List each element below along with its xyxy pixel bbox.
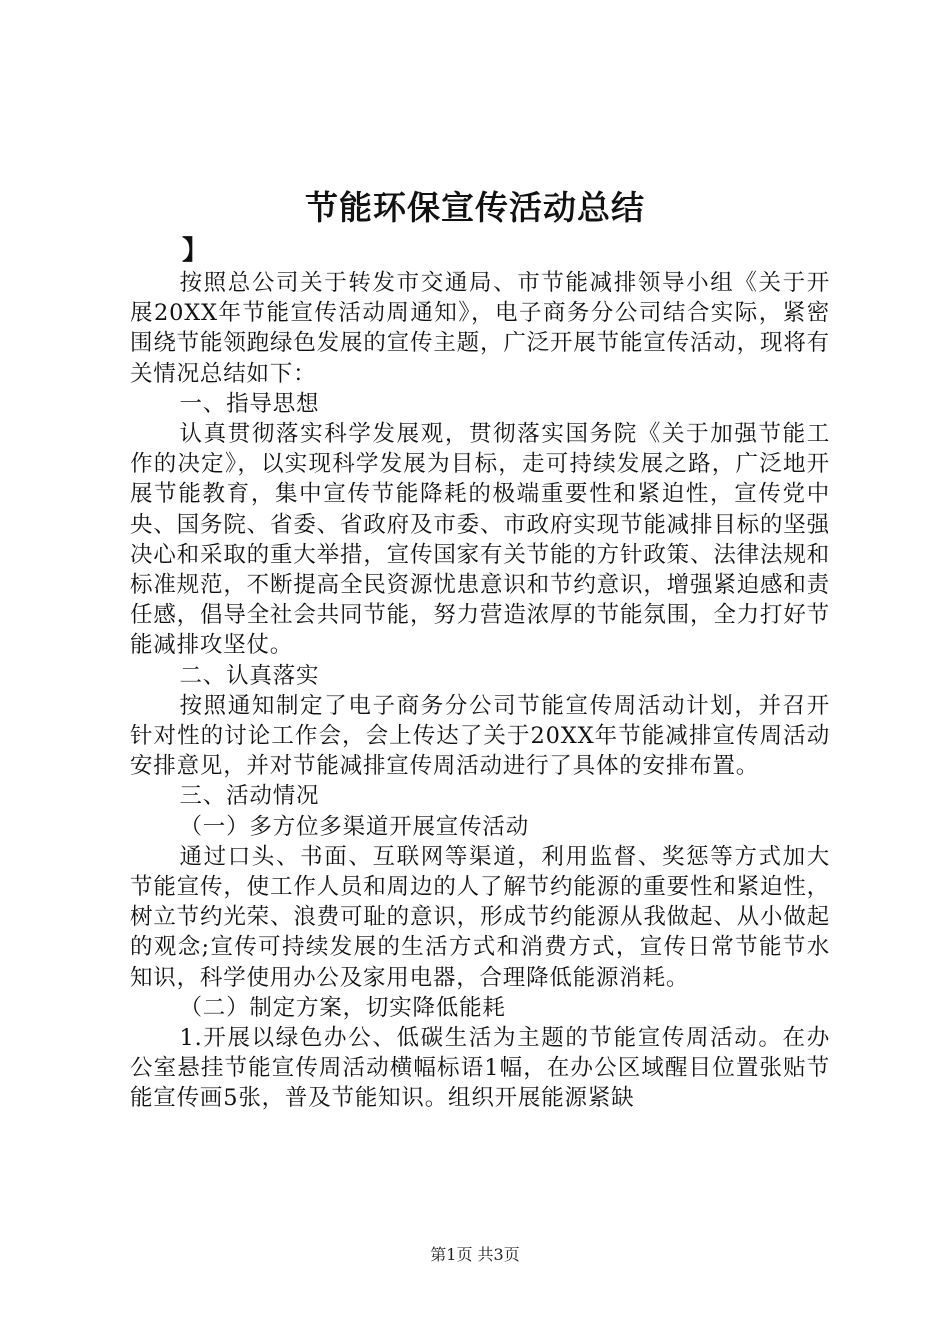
- document-title: 节能环保宣传活动总结: [305, 188, 645, 227]
- heading-activities: 三、活动情况: [179, 783, 320, 810]
- bracket-marker: 】: [182, 236, 209, 266]
- subheading-multichannel: （一）多方位多渠道开展宣传活动: [179, 813, 530, 840]
- document-body: [130, 268, 830, 1114]
- paragraph-plan: 1.开展以绿色办公、低碳生活为主题的节能宣传周活动。在办公室悬挂节能宣传周活动横幅标语1幅，在办公区域醒目位置张贴节能宣传画5张，普及节能知识。组织开展能源紧缺: [130, 1025, 830, 1112]
- paragraph-multichannel: 通过口头、书面、互联网等渠道，利用监督、奖惩等方式加大节能宣传，使工作人员和周边的人了解节约能源的重要性和紧迫性，树立节约光荣、浪费可耻的意识，形成节约能源从我做起、从小做起的观念;宣传可持续发展的生活方式和消费方式，宣传日常节能节水知识，科学使用办公及家用电器，合理降低能源消耗。: [130, 843, 830, 991]
- paragraph-guiding-thought: 认真贯彻落实科学发展观，贯彻落实国务院《关于加强节能工作的决定》，以实现科学发展为目标，走可持续发展之路，广泛地开展节能教育，集中宣传节能降耗的极端重要性和紧迫性，宣传党中央、国务院、省委、省政府及市委、市政府实现节能减排目标的坚强决心和采取的重大举措，宣传国家有关节能的方针政策、法律法规和标准规范，不断提高全民资源忧患意识和节约意识，增强紧迫感和责任感，倡导全社会共同节能，努力营造浓厚的节能氛围，全力打好节能减排攻坚仗。: [130, 421, 830, 659]
- page-footer: 第1页 共3页: [430, 1245, 520, 1264]
- subheading-plan: （二）制定方案，切实降低能耗: [179, 994, 506, 1021]
- paragraph-implementation: 按照通知制定了电子商务分公司节能宣传周活动计划，并召开针对性的讨论工作会，会上传达了关于20XX年节能减排宣传周活动安排意见，并对节能减排宣传周活动进行了具体的安排布置。: [130, 692, 830, 780]
- heading-implementation: 二、认真落实: [179, 662, 320, 689]
- heading-guiding-thought: 一、指导思想: [179, 390, 320, 417]
- paragraph-intro: 按照总公司关于转发市交通局、市节能减排领导小组《关于开展20XX年节能宣传活动周通知》，电子商务分公司结合实际，紧密围绕节能领跑绿色发展的宣传主题，广泛开展节能宣传活动，现将有关情况总结如下：: [130, 270, 830, 387]
